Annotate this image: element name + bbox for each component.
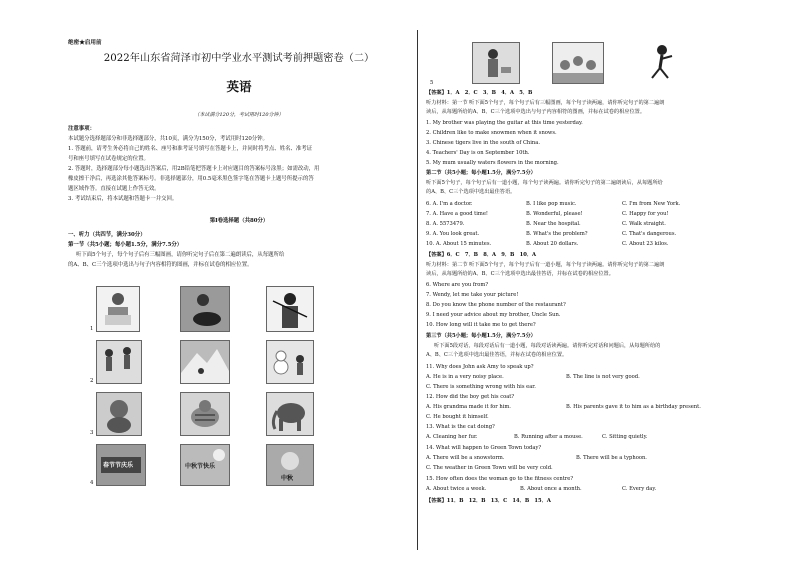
picture-elephant [266, 392, 314, 436]
banner-text: 中秋节快乐 [185, 463, 216, 470]
option-text: C. Happy for you! [622, 211, 669, 217]
picture-spring-festival-banner [96, 444, 146, 486]
picture-monkey [96, 392, 142, 436]
option-text: C. I'm from New York. [622, 201, 681, 207]
exam-title: 2022年山东省菏泽市初中学业水平测试考前押题密卷（二） [103, 53, 375, 64]
option-text: A. He is in a very noisy place. [426, 374, 504, 380]
banner-text: 中秋 [281, 475, 294, 482]
instruction-line: A、B、C三个选项中选出最佳答语，并标在试卷的相应位置。 [426, 352, 568, 358]
question-text: 14. What will happen to Green Town today? [426, 445, 542, 451]
row-number: 5 [430, 80, 434, 86]
row-number: 4 [90, 480, 94, 486]
script-line: 6. Where are you from? [426, 282, 489, 288]
instruction-line: 听下面5个句子，每个句子后有一道小题，每个句子读两遍。请你听完句子的第二遍朗读后，从每题所给 [426, 180, 663, 186]
script-line: 4. Teachers' Day is on September 10th. [426, 150, 530, 156]
right-column [426, 0, 748, 562]
instruction-line: 听下面5个句子，每个句子后有三幅图画，请你听完句子后在第二遍朗读后，从每题所给 [76, 252, 285, 258]
option-text: A. His grandma made it for him. [426, 404, 511, 410]
option-text: 8. A. 5573479. [426, 221, 465, 227]
script-line: 1. My brother was playing the guitar at this time yesterday. [426, 120, 583, 126]
notice-line: 号和座号填写在试卷规定的位置。 [68, 156, 149, 162]
script-line: 3. Chinese tigers live in the south of China. [426, 140, 540, 146]
option-text: B. I like pop music. [526, 201, 577, 207]
option-text: B. Wonderful, please! [526, 211, 583, 217]
row-number: 1 [90, 326, 94, 332]
question-text: 15. How often does the woman go to the fitness centre? [426, 476, 574, 482]
script-line: 5. My mum usually waters flowers in the morning. [426, 160, 559, 166]
script-heading: 听力材料：第一节 听下面5个句子，每个句子后有三幅图画，每个句子读两遍，请你听完句子的第二遍朗 [426, 100, 665, 106]
option-text: B. What's the problem? [526, 231, 588, 237]
picture-festival-poster [266, 444, 314, 486]
subsection-heading: 第二节（共5小题；每小题1.5分，满分7.5分） [426, 170, 536, 176]
picture-guitar-player [180, 286, 230, 332]
option-text: A. Cleaning her fur. [426, 434, 478, 440]
option-text: C. Sitting quietly. [602, 434, 648, 440]
picture-woman-running [638, 42, 684, 82]
option-text: B. The line is not very good. [566, 374, 640, 380]
question-text: 12. How did the boy get his coat? [426, 394, 515, 400]
instruction-line: 听下面5段对话，每段对话后有一道小题，每段对话读两遍。请你听完对话和问题后，从每题所给的 [434, 343, 661, 349]
row-number: 3 [90, 430, 94, 436]
option-text: B. His parents gave it to him as a birthday present. [566, 404, 701, 410]
picture-tiger [180, 392, 230, 436]
secret-label: 绝密★启用前 [68, 40, 102, 46]
option-text: 10. A. About 15 minutes. [426, 241, 492, 247]
banner-text: 春节节庆乐 [103, 462, 134, 469]
notice-heading: 注意事项： [68, 126, 95, 132]
picture-boy-reading [96, 286, 140, 332]
script-line: 8. Do you know the phone number of the restaurant? [426, 302, 566, 308]
option-text: C. About 23 kilos. [622, 241, 669, 247]
notice-line: 本试题分选择题部分和非选择题部分，共10页，满分为150分，考试用时120分钟。 [68, 136, 268, 142]
option-text: A. About twice a week. [426, 486, 487, 492]
subject-title: 英语 [226, 79, 252, 94]
picture-kids-snowman [266, 340, 314, 384]
part-heading: 第Ⅰ卷选择题（共80分） [209, 218, 269, 224]
option-text: C. Walk straight. [622, 221, 666, 227]
picture-children-jumping [96, 340, 142, 384]
option-text: B. About 20 dollars. [526, 241, 579, 247]
option-text: C. That's dangerous. [622, 231, 677, 237]
score-note: （本试满分120分，考试用时120分钟） [194, 112, 284, 118]
column-divider [417, 30, 418, 550]
script-line: 9. I need your advice about my brother, Uncle Sun. [426, 312, 561, 318]
row-number: 2 [90, 378, 94, 384]
left-column [68, 0, 410, 562]
question-text: 13. What is the cat doing? [426, 424, 495, 430]
section-heading: 一、听力（共四节，满分30分） [68, 232, 146, 238]
answer-key: 【答案】6．C 7．B 8．A 9．B 10．A [426, 252, 537, 258]
option-text: 7. A. Have a good time! [426, 211, 489, 217]
notice-line: 1. 答题前，请考生务必将自己的姓名、座号和准考证号填写在答题卡上，并同时将考点、姓名、准考证 [68, 146, 313, 152]
instruction-line: 的A、B、C三个选项中选出最佳答语。 [426, 189, 516, 195]
script-heading: 听力材料：第二节 听下面5个句子，每个句子后有一道小题，每个句子读两遍。请你听完句子的第二遍朗 [426, 262, 665, 268]
picture-woman-watering [472, 42, 520, 84]
notice-line: 3. 考试结束后，将本试题和答题卡一并交回。 [68, 196, 178, 202]
subsection-heading: 第三节（共5小题；每小题1.5分，满分7.5分） [426, 333, 536, 339]
option-text: B. About once a month. [520, 486, 582, 492]
notice-line: 题区域作答。直接在试题上作答无效。 [68, 186, 160, 192]
script-line: 2. Children like to make snowmen when it snows. [426, 130, 557, 136]
script-heading: 读后，从每题所给的A、B、C三个选项中选出与句子内容相符的图画，并标在试卷的相应位置。 [426, 109, 646, 115]
instruction-line: 的A、B、C三个选项中选出与句子内容相符的图画，并标在试卷的相应位置。 [68, 262, 253, 268]
option-text: C. There is something wrong with his ear. [426, 384, 536, 390]
option-text: C. The weather in Green Town will be very cold. [426, 465, 553, 471]
option-text: C. He bought it himself. [426, 414, 489, 420]
option-text: 9. A. You look great. [426, 231, 480, 237]
option-text: B. Near the hospital. [526, 221, 581, 227]
option-text: B. There will be a typhoon. [576, 455, 647, 461]
picture-violin-player [266, 286, 314, 332]
notice-line: 2. 答题时，选择题部分每小题选出答案后，用2B铅笔把答题卡上对应题目的答案标号涂黑；如需改动，用 [68, 166, 320, 172]
question-text: 11. Why does John ask Amy to speak up? [426, 364, 534, 370]
option-text: C. Every day. [622, 486, 657, 492]
option-text: A. There will be a snowstorm. [426, 455, 505, 461]
script-heading: 读后，从每题所给的A、B、C三个选项中选出最佳答语，并标在试卷的相应位置。 [426, 271, 614, 277]
answer-key: 【答案】1．A 2．C 3．B 4．A 5．B [426, 90, 533, 96]
option-text: 6. A. I'm a doctor. [426, 201, 473, 207]
picture-flowers [552, 42, 604, 84]
notice-line: 橡皮擦干净后，再选涂其他答案标号。非选择题部分，用0.5毫米黑色签字笔在答题卡上题号所提示的答 [68, 176, 314, 182]
subsection-heading: 第一节（共5小题；每小题1.5分，满分7.5分） [68, 242, 183, 248]
picture-mid-autumn-banner [180, 444, 230, 486]
answer-key: 【答案】11．B 12．B 13．C 14．B 15．A [426, 498, 551, 504]
script-line: 7. Wendy, let me take your picture! [426, 292, 519, 298]
picture-snowy-mountain [180, 340, 230, 384]
script-line: 10. How long will it take me to get there? [426, 322, 536, 328]
option-text: B. Running after a mouse. [514, 434, 583, 440]
